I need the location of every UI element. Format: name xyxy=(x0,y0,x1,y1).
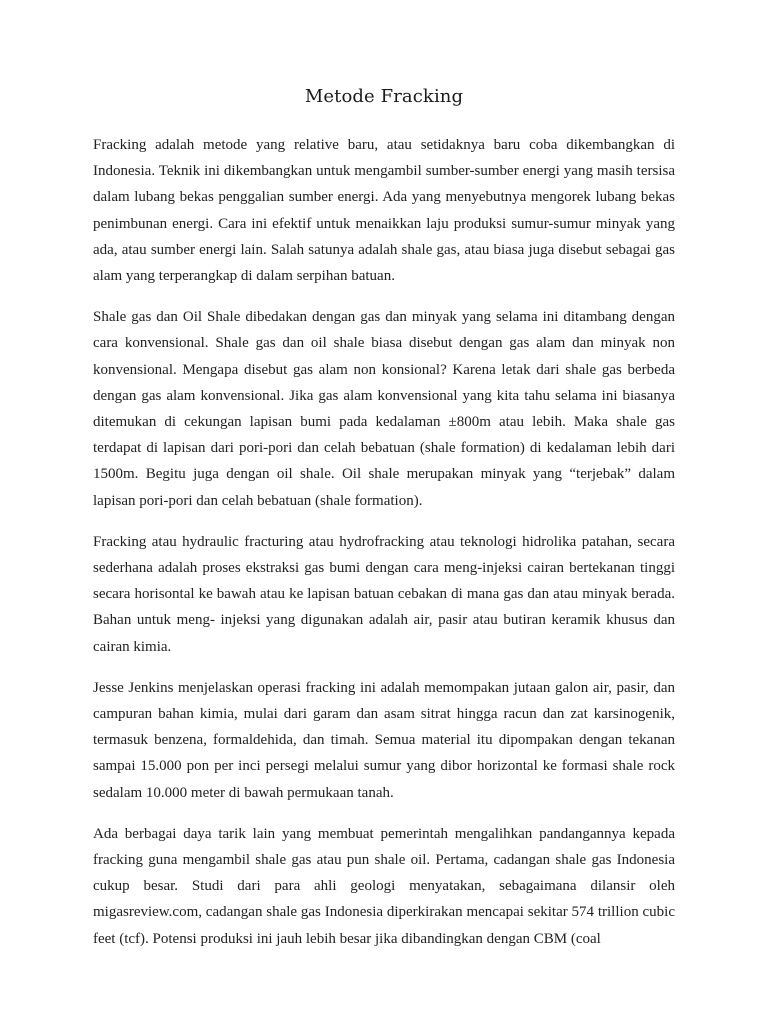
document-title: Metode Fracking xyxy=(304,86,464,107)
paragraph-2: Shale gas dan Oil Shale dibedakan dengan gas dan minyak yang selama ini ditambang dengan cara konvensional. Shale gas dan oil shale biasa disebut dengan gas alam dan minyak non konvensional. Mengapa disebut gas alam non konsional? Karena letak dari shale gas berbeda dengan gas alam konvensional. Jika gas alam konvensional yang kita tahu selama ini biasanya ditemukan di cekungan lapisan bumi pada kedalaman ±800m atau lebih. Maka shale gas terdapat di lapisan dari pori-pori dan celah bebatuan (shale formation) di kedalaman lebih dari 1500m. Begitu juga dengan oil shale. Oil shale merupakan minyak yang “terjebak” dalam lapisan pori-pori dan celah bebatuan (shale formation). xyxy=(93,309,675,509)
document-body xyxy=(93,132,675,967)
paragraph-3: Fracking atau hydraulic fracturing atau hydrofracking atau teknologi hidrolika patahan, secara sederhana adalah proses ekstraksi gas bumi dengan cara meng-injeksi cairan bertekanan tinggi secara horisontal ke bawah atau ke lapisan batuan cebakan di mana gas dan atau minyak berada. Bahan untuk meng- injeksi yang digunakan adalah air, pasir atau butiran keramik khusus dan cairan kimia. xyxy=(93,533,675,655)
paragraph-5: Ada berbagai daya tarik lain yang membuat pemerintah mengalihkan pandangannya kepada fracking guna mengambil shale gas atau pun shale oil. Pertama, cadangan shale gas Indonesia cukup besar. Studi dari para ahli geologi menyatakan, sebagaimana dilansir oleh migasreview.com, cadangan shale gas Indonesia diperkirakan mencapai sekitar 574 trillion cubic feet (tcf). Potensi produksi ini jauh lebih besar jika dibandingkan dengan CBM (coal xyxy=(93,825,675,947)
paragraph-1: Fracking adalah metode yang relative baru, atau setidaknya baru coba dikembangkan di Indonesia. Teknik ini dikembangkan untuk mengambil sumber-sumber energi yang masih tersisa dalam lubang bekas penggalian sumber energi. Ada yang menyebutnya mengorek lubang bekas penimbunan energi. Cara ini efektif untuk menaikkan laju produksi sumur-sumur minyak yang ada, atau sumber energi lain. Salah satunya adalah shale gas, atau biasa juga disebut sebagai gas alam yang terperangkap di dalam serpihan batuan. xyxy=(93,137,675,285)
paragraph-4: Jesse Jenkins menjelaskan operasi fracking ini adalah memompakan jutaan galon air, pasir, dan campuran bahan kimia, mulai dari garam dan asam sitrat hingga racun dan zat karsinogenik, termasuk benzena, formaldehida, dan timah. Semua material itu dipompakan dengan tekanan sampai 15.000 pon per inci persegi melalui sumur yang dibor horizontal ke formasi shale rock sedalam 10.000 meter di bawah permukaan tanah. xyxy=(93,679,675,801)
